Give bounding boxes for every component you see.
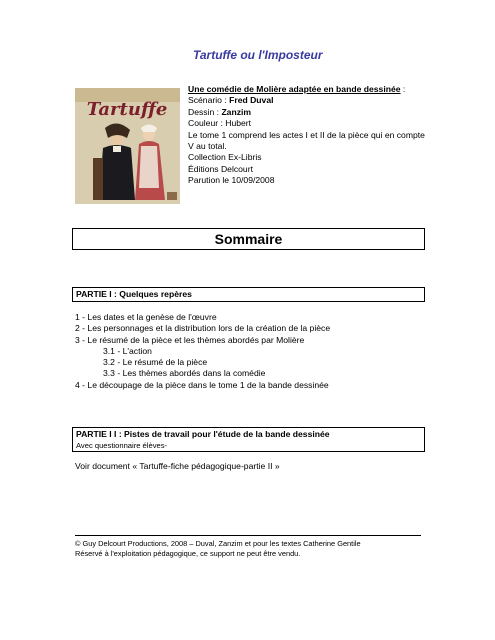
toc-item: 3 - Le résumé de la pièce et les thèmes abordés par Molière [75, 334, 305, 345]
part1-toc [75, 312, 330, 391]
toc-item: 2 - Les personnages et la distribution lors de la création de la pièce [75, 323, 331, 334]
part1-heading: PARTIE I : Quelques repères [76, 289, 192, 299]
toc-subitem: 3.3 - Les thèmes abordés dans la comédie [103, 368, 266, 379]
book-info [188, 84, 433, 187]
sommaire-box [72, 228, 425, 250]
collection-line: Collection Ex-Libris [188, 152, 262, 163]
parution-line: Parution le 10/09/2008 [188, 175, 275, 186]
sommaire-heading: Sommaire [214, 231, 283, 247]
editions-line: Éditions Delcourt [188, 163, 253, 174]
toc-item: 4 - Le découpage de la pièce dans le tome 1 de la bande dessinée [75, 379, 329, 390]
voir-document-text: Voir document « Tartuffe-fiche pédagogique-partie II » [75, 461, 280, 471]
part2-subheading: Avec questionnaire élèves- [76, 441, 168, 450]
footer [75, 535, 421, 559]
footer-notice: Réservé à l'exploitation pédagogique, ce support ne peut être vendu. [75, 549, 301, 558]
toc-item: 1 - Les dates et la genèse de l'œuvre [75, 312, 217, 322]
footer-copyright: © Guy Delcourt Productions, 2008 – Duval, Zanzim et pour les textes Catherine Gentile [75, 539, 361, 548]
document-title: Tartuffe ou l'Imposteur [193, 48, 323, 62]
toc-subitem: 3.2 - Le résumé de la pièce [103, 357, 208, 368]
info-heading: Une comédie de Molière adaptée en bande dessinée [188, 84, 401, 94]
part2-heading: PARTIE I I : Pistes de travail pour l'étude de la bande dessinée [76, 429, 330, 439]
tome-line: Le tome 1 comprend les actes I et II de la pièce qui en compte V au total. [188, 129, 425, 152]
cover-title-lettering: Tartuffe [86, 99, 168, 120]
dessin-value: Zanzim [221, 106, 252, 117]
book-cover-image [75, 88, 180, 204]
dessin-label: Dessin : [188, 106, 222, 117]
scenario-value: Fred Duval [229, 95, 274, 106]
toc-subitem: 3.1 - L'action [103, 345, 152, 356]
part1-box [72, 287, 425, 302]
scenario-label: Scénario : [188, 95, 230, 106]
part2-box [72, 427, 425, 452]
info-heading-suffix: : [400, 84, 406, 94]
couleur-line: Couleur : Hubert [188, 118, 252, 129]
